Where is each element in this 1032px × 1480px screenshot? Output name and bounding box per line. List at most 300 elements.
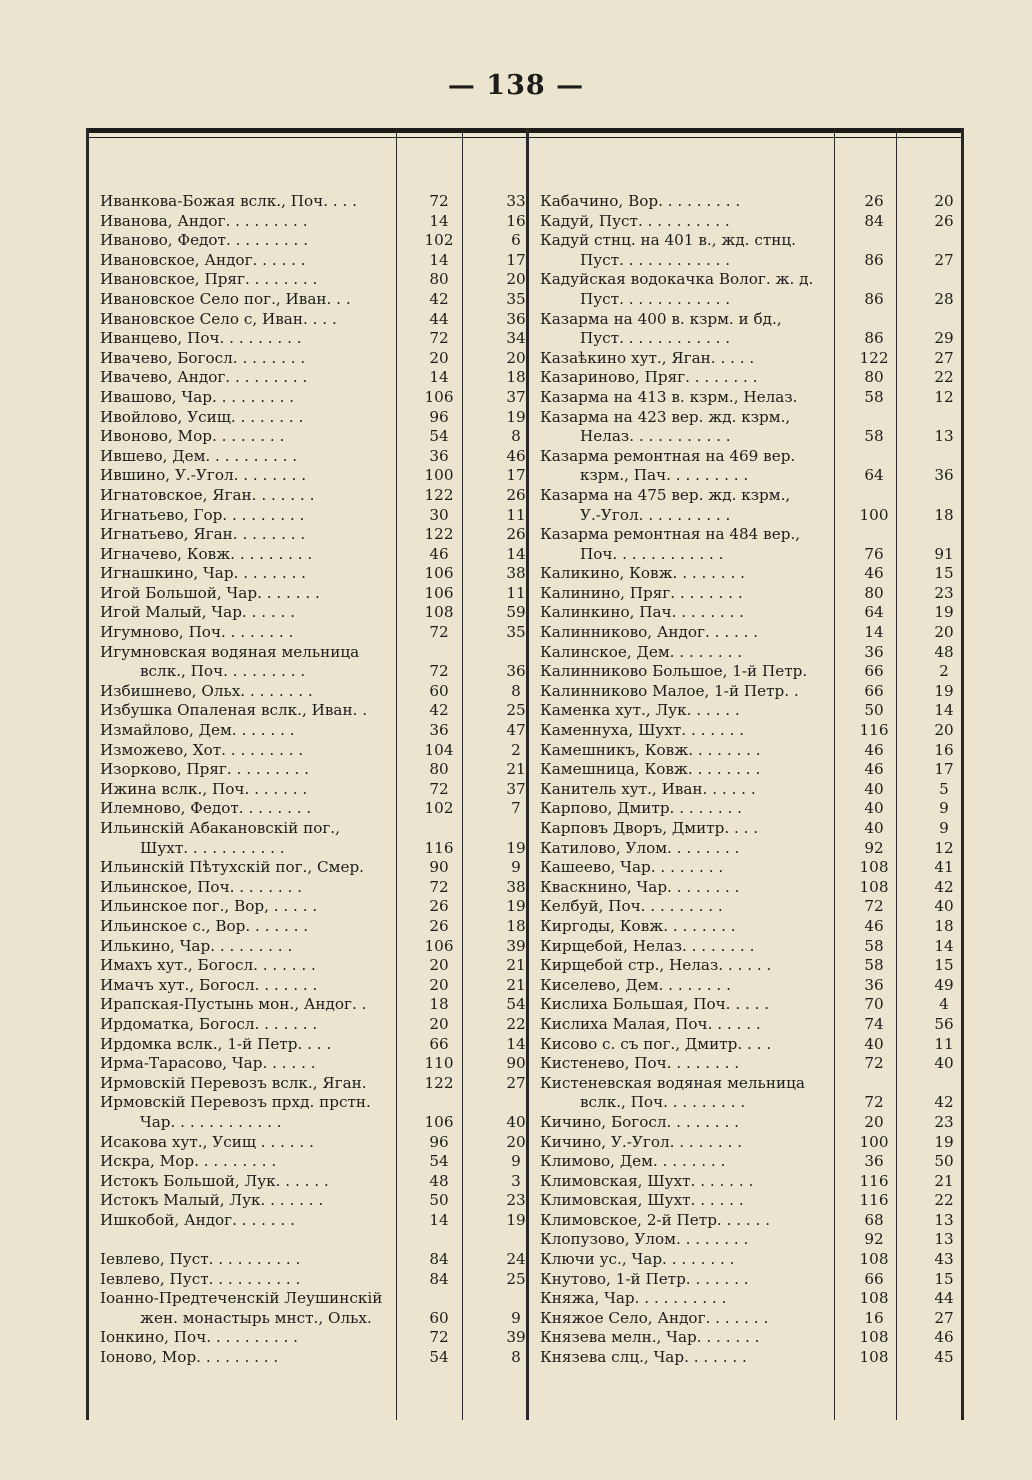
- page-ref: 20: [429, 348, 449, 367]
- place-name: Калинниково, Андог. . . . . .: [540, 623, 759, 642]
- page-ref: 36: [864, 975, 884, 994]
- place-name: Карповъ Дворъ, Дмитр. . . .: [540, 819, 759, 837]
- entry-number: 38: [506, 877, 526, 896]
- page-ref: 108: [424, 603, 454, 622]
- page-ref: 122: [424, 1073, 454, 1092]
- place-name: Ивоново, Мор. . . . . . . .: [100, 427, 285, 446]
- place-name: Кирщебой стр., Нелаз. . . . . .: [540, 956, 772, 975]
- place-name: Игнашкино, Чар. . . . . . . .: [100, 564, 306, 583]
- entry-number: 36: [934, 466, 954, 485]
- place-name: Княжое Село, Андог. . . . . . .: [540, 1308, 769, 1327]
- page-ref: 36: [864, 642, 884, 661]
- entry-number: 19: [934, 681, 954, 700]
- page-ref: 106: [424, 1112, 454, 1131]
- page-ref: 74: [864, 1014, 884, 1033]
- place-name: Калинское, Дем. . . . . . . .: [540, 642, 743, 661]
- page-ref: 26: [864, 192, 884, 210]
- place-name: Іоанно-Предтеченскій Леушинскій: [100, 1289, 383, 1308]
- place-name: Кваскнино, Чар. . . . . . . .: [540, 877, 740, 896]
- page-ref: 86: [864, 289, 884, 308]
- place-name: Казарма на 423 вер. жд. кзрм.,: [540, 407, 791, 426]
- place-name: Илькино, Чар. . . . . . . . .: [100, 936, 293, 955]
- page-ref: 116: [859, 1191, 889, 1210]
- place-name: Іевлево, Пуст. . . . . . . . . .: [100, 1269, 301, 1288]
- place-name: Пуст. . . . . . . . . . . .: [580, 329, 731, 348]
- entry-number: 21: [934, 1171, 954, 1190]
- page-ref: 66: [864, 1269, 884, 1288]
- page-ref: 106: [424, 387, 454, 406]
- place-name: Іевлево, Пуст. . . . . . . . . .: [100, 1250, 301, 1269]
- page-ref: 80: [429, 270, 449, 289]
- place-name: Изорково, Пряг. . . . . . . . .: [100, 760, 309, 779]
- place-name: Катилово, Улом. . . . . . . .: [540, 838, 740, 857]
- page-ref: 18: [429, 995, 449, 1014]
- page-ref: 108: [859, 877, 889, 896]
- entry-number: 48: [934, 642, 954, 661]
- page-ref: 86: [864, 250, 884, 269]
- entry-number: 90: [506, 1054, 526, 1073]
- page-ref: 84: [429, 1269, 449, 1288]
- entry-number: 26: [506, 525, 526, 544]
- entry-number: 54: [506, 995, 526, 1014]
- page-ref: 46: [864, 740, 884, 759]
- place-name: Ивачево, Богосл. . . . . . . .: [100, 348, 306, 367]
- place-name: Кисово с. съ пог., Дмитр. . . .: [540, 1034, 772, 1053]
- place-name: Казарма на 400 в. кзрм. и бд.,: [540, 309, 782, 328]
- place-name: Чар. . . . . . . . . . . .: [140, 1112, 282, 1131]
- page-ref: 72: [864, 1054, 884, 1073]
- entry-number: 20: [506, 348, 526, 367]
- entry-number: 24: [506, 1250, 526, 1269]
- entry-number: 44: [934, 1289, 954, 1308]
- entry-number: 20: [934, 623, 954, 642]
- place-name: Изможево, Хот. . . . . . . . .: [100, 740, 304, 759]
- page-ref: 102: [424, 231, 454, 250]
- entry-number: 19: [506, 1210, 526, 1229]
- page-ref: 72: [429, 1328, 449, 1347]
- page-ref: 36: [429, 446, 449, 465]
- page-ref: 60: [429, 681, 449, 700]
- place-name: Поч. . . . . . . . . . . .: [580, 544, 724, 563]
- page-ref: 14: [429, 1210, 449, 1229]
- page-ref: 90: [429, 858, 449, 877]
- entry-number: 36: [506, 309, 526, 328]
- page-ref: 16: [864, 1308, 884, 1327]
- entry-number: 45: [934, 1348, 954, 1367]
- page-ref: 80: [864, 583, 884, 602]
- page-number: — 138 —: [447, 70, 585, 101]
- place-name: Іонкино, Поч. . . . . . . . . .: [100, 1328, 298, 1347]
- place-name: Климовская, Шухт. . . . . .: [540, 1191, 744, 1210]
- page-ref: 26: [429, 916, 449, 935]
- place-name: Ильинское пог., Вор, . . . . .: [100, 897, 318, 916]
- entry-number: 18: [934, 505, 954, 524]
- entry-number: 11: [506, 505, 526, 524]
- place-name: Ивачево, Андог. . . . . . . . .: [100, 368, 308, 387]
- place-name: Ишкобой, Андог. . . . . . .: [100, 1210, 295, 1229]
- entry-number: 18: [934, 916, 954, 935]
- place-name: Ивановское Село с, Иван. . . .: [100, 309, 337, 328]
- place-name: жен. монастырь мнст., Ольх.: [140, 1308, 372, 1327]
- page-ref: 108: [859, 1328, 889, 1347]
- entry-number: 22: [934, 1191, 954, 1210]
- page-ref: 58: [864, 936, 884, 955]
- entry-number: 26: [934, 211, 954, 230]
- page-ref: 36: [864, 1152, 884, 1171]
- entry-number: 9: [511, 858, 521, 877]
- page-ref: 80: [864, 368, 884, 387]
- entry-number: 23: [506, 1191, 526, 1210]
- entry-number: 25: [506, 701, 526, 720]
- entry-number: 20: [506, 270, 526, 289]
- column-divider: [396, 128, 397, 1420]
- entry-number: 42: [934, 1093, 954, 1112]
- page-ref: 104: [424, 740, 454, 759]
- column-divider: [86, 128, 89, 1420]
- page-ref: 14: [864, 623, 884, 642]
- place-name: Казарма ремонтная на 484 вер.,: [540, 525, 801, 544]
- place-name: Игумновская водяная мельница: [100, 642, 360, 661]
- page-ref: 86: [864, 329, 884, 348]
- place-name: Ильинскій Пѣтухскій пог., Смер.: [100, 858, 365, 877]
- page-ref: 20: [429, 956, 449, 975]
- place-name: Кабачино, Вор. . . . . . . . .: [540, 192, 741, 210]
- place-name: Иванова, Андог. . . . . . . . .: [100, 211, 308, 230]
- entry-number: 18: [506, 916, 526, 935]
- entry-number: 59: [506, 603, 526, 622]
- entry-number: 38: [506, 564, 526, 583]
- entry-number: 22: [506, 1014, 526, 1033]
- page-ref: 106: [424, 583, 454, 602]
- page-ref: 96: [429, 1132, 449, 1151]
- page-ref: 46: [864, 916, 884, 935]
- page-ref: 46: [864, 564, 884, 583]
- page-ref: 64: [864, 603, 884, 622]
- place-name: Киргоды, Ковж. . . . . . . .: [540, 916, 736, 935]
- page-ref: 72: [429, 192, 449, 210]
- page-ref: 64: [864, 466, 884, 485]
- place-name: Кичино, У.-Угол. . . . . . . .: [540, 1132, 743, 1151]
- place-name: Истокъ Большой, Лук. . . . . .: [100, 1171, 329, 1190]
- page-ref: 72: [429, 877, 449, 896]
- place-name: кзрм., Пач. . . . . . . . .: [580, 466, 749, 485]
- page-ref: 100: [424, 466, 454, 485]
- entry-number: 50: [934, 1152, 954, 1171]
- entry-number: 11: [506, 583, 526, 602]
- page-ref: 58: [864, 956, 884, 975]
- place-name: Кирщебой, Нелаз. . . . . . . .: [540, 936, 755, 955]
- entry-number: 39: [506, 1328, 526, 1347]
- entry-number: 8: [511, 681, 521, 700]
- place-name: Кнутово, 1-й Петр. . . . . . .: [540, 1269, 749, 1288]
- entry-number: 17: [506, 250, 526, 269]
- entry-number: 14: [934, 936, 954, 955]
- page-ref: 72: [864, 1093, 884, 1112]
- place-name: Иванцево, Поч. . . . . . . . .: [100, 329, 302, 348]
- place-name: Игумново, Поч. . . . . . . .: [100, 623, 294, 642]
- place-name: Игначево, Ковж. . . . . . . . .: [100, 544, 313, 563]
- place-name: Казариново, Пряг. . . . . . . .: [540, 368, 758, 387]
- entry-number: 12: [934, 387, 954, 406]
- page-ref: 54: [429, 1348, 449, 1367]
- place-name: Ившево, Дем. . . . . . . . . .: [100, 446, 298, 465]
- place-name: Игой Большой, Чар. . . . . . .: [100, 583, 320, 602]
- place-name: Климовское, 2-й Петр. . . . . .: [540, 1210, 771, 1229]
- entry-number: 33: [506, 192, 526, 210]
- place-name: Кичино, Богосл. . . . . . . .: [540, 1112, 739, 1131]
- place-name: Кадуй стнц. на 401 в., жд. стнц.: [540, 231, 796, 250]
- page-ref: 122: [859, 348, 889, 367]
- page-ref: 116: [424, 838, 454, 857]
- place-name: Ильинскій Абакановскій пог.,: [100, 819, 340, 837]
- entry-number: 39: [506, 936, 526, 955]
- page-ref: 14: [429, 368, 449, 387]
- page-ref: 96: [429, 407, 449, 426]
- place-name: Казарма на 413 в. кзрм., Нелаз.: [540, 387, 798, 406]
- place-name: Кистенево, Поч. . . . . . . .: [540, 1054, 740, 1073]
- place-name: Ивашово, Чар. . . . . . . . .: [100, 387, 295, 406]
- place-name: Карпово, Дмитр. . . . . . . .: [540, 799, 742, 818]
- entry-number: 21: [506, 956, 526, 975]
- entry-number: 15: [934, 1269, 954, 1288]
- entry-number: 34: [506, 329, 526, 348]
- place-name: Кадуй, Пуст. . . . . . . . . .: [540, 211, 730, 230]
- place-name: Каменка хут., Лук. . . . . .: [540, 701, 740, 720]
- place-name: Кислиха Большая, Поч. . . . .: [540, 995, 770, 1014]
- entry-number: 27: [506, 1073, 526, 1092]
- place-name: Ирмовскій Перевозъ прхд. прстн.: [100, 1093, 371, 1112]
- place-name: Киселево, Дем. . . . . . . .: [540, 975, 731, 994]
- entry-number: 12: [934, 838, 954, 857]
- place-name: Избушка Опаленая вслк., Иван. .: [100, 701, 368, 720]
- entry-number: 26: [506, 485, 526, 504]
- place-name: Князева мелн., Чар. . . . . . .: [540, 1328, 760, 1347]
- page-ref: 44: [429, 309, 449, 328]
- place-name: Имачъ хут., Богосл. . . . . . .: [100, 975, 318, 994]
- place-name: Канитель хут., Иван. . . . . .: [540, 779, 756, 798]
- entry-number: 40: [506, 1112, 526, 1131]
- entry-number: 27: [934, 1308, 954, 1327]
- page-ref: 58: [864, 427, 884, 446]
- place-name: Камешница, Ковж. . . . . . . .: [540, 760, 761, 779]
- place-name: Пуст. . . . . . . . . . . .: [580, 289, 731, 308]
- entry-number: 37: [506, 779, 526, 798]
- entry-number: 21: [506, 760, 526, 779]
- page-ref: 108: [859, 1348, 889, 1367]
- page-ref: 116: [859, 1171, 889, 1190]
- entry-number: 8: [511, 1348, 521, 1367]
- place-name: Иваново, Федот. . . . . . . . .: [100, 231, 309, 250]
- entry-number: 35: [506, 623, 526, 642]
- page-ref: 66: [429, 1034, 449, 1053]
- page-ref: 102: [424, 799, 454, 818]
- entry-number: 11: [934, 1034, 954, 1053]
- entry-number: 56: [934, 1014, 954, 1033]
- entry-number: 27: [934, 250, 954, 269]
- place-name: вслк., Поч. . . . . . . . .: [580, 1093, 746, 1112]
- page-ref: 76: [864, 544, 884, 563]
- place-name: Ирдомка вслк., 1-й Петр. . . .: [100, 1034, 332, 1053]
- page-ref: 54: [429, 1152, 449, 1171]
- entry-number: 46: [506, 446, 526, 465]
- entry-number: 16: [506, 211, 526, 230]
- place-name: Имахъ хут., Богосл. . . . . . .: [100, 956, 316, 975]
- page-ref: 66: [864, 681, 884, 700]
- entry-number: 22: [934, 368, 954, 387]
- place-name: Казарма ремонтная на 469 вер.: [540, 446, 796, 465]
- page-ref: 92: [864, 838, 884, 857]
- page-ref: 20: [864, 1112, 884, 1131]
- entry-number: 2: [939, 662, 949, 681]
- place-name: Ившино, У.-Угол. . . . . . . .: [100, 466, 307, 485]
- page-ref: 50: [864, 701, 884, 720]
- place-name: Ивановское, Андог. . . . . .: [100, 250, 306, 269]
- place-name: Исакова хут., Усищ . . . . . .: [100, 1132, 314, 1151]
- place-name: Княжа, Чар. . . . . . . . . .: [540, 1289, 727, 1308]
- page-ref: 26: [429, 897, 449, 916]
- page-ref: 46: [864, 760, 884, 779]
- entry-number: 37: [506, 387, 526, 406]
- entry-number: 16: [934, 740, 954, 759]
- place-name: Ивойлово, Усищ. . . . . . . .: [100, 407, 304, 426]
- entry-number: 20: [934, 721, 954, 740]
- entry-number: 9: [939, 799, 949, 818]
- page-ref: 72: [429, 623, 449, 642]
- page-ref: 20: [429, 1014, 449, 1033]
- page-ref: 54: [429, 427, 449, 446]
- page-ref: 80: [429, 760, 449, 779]
- place-name: Климово, Дем. . . . . . . .: [540, 1152, 726, 1171]
- place-name: Илемново, Федот. . . . . . . .: [100, 799, 312, 818]
- place-name: Игнатовское, Яган. . . . . . .: [100, 485, 315, 504]
- page-ref: 92: [864, 1230, 884, 1249]
- place-name: Ирмовскій Перевозъ вслк., Яган.: [100, 1073, 367, 1092]
- entry-number: 7: [511, 799, 521, 818]
- page-ref: 72: [429, 662, 449, 681]
- entry-number: 13: [934, 427, 954, 446]
- place-name: Ивановское, Пряг. . . . . . . .: [100, 270, 318, 289]
- page-ref: 108: [859, 1250, 889, 1269]
- page-ref: 46: [429, 544, 449, 563]
- page-ref: 66: [864, 662, 884, 681]
- page-ref: 30: [429, 505, 449, 524]
- entry-number: 49: [934, 975, 954, 994]
- entry-number: 91: [934, 544, 954, 563]
- place-name: Іоново, Мор. . . . . . . . .: [100, 1348, 279, 1367]
- entry-number: 6: [511, 231, 521, 250]
- place-name: Каменнуха, Шухт. . . . . . .: [540, 721, 745, 740]
- page-ref: 36: [429, 721, 449, 740]
- place-name: Измайлово, Дем. . . . . . .: [100, 721, 295, 740]
- place-name: Ирапская-Пустынь мон., Андог. .: [100, 995, 367, 1014]
- entry-number: 20: [506, 1132, 526, 1151]
- entry-number: 42: [934, 877, 954, 896]
- entry-number: 17: [934, 760, 954, 779]
- place-name: Климовская, Шухт. . . . . . .: [540, 1171, 754, 1190]
- place-name: Игнатьево, Гор. . . . . . . . .: [100, 505, 305, 524]
- page-ref: 60: [429, 1308, 449, 1327]
- place-name: Кадуйская водокачка Волог. ж. д.: [540, 270, 814, 289]
- entry-number: 46: [934, 1328, 954, 1347]
- place-name: Ирдоматка, Богосл. . . . . . .: [100, 1014, 318, 1033]
- place-name: Кашеево, Чар. . . . . . . .: [540, 858, 724, 877]
- page-ref: 48: [429, 1171, 449, 1190]
- page-ref: 40: [864, 779, 884, 798]
- page-ref: 84: [864, 211, 884, 230]
- place-name: Игой Малый, Чар. . . . . .: [100, 603, 296, 622]
- page-ref: 50: [429, 1191, 449, 1210]
- place-name: Искра, Мор. . . . . . . . .: [100, 1152, 277, 1171]
- page-ref: 40: [864, 819, 884, 837]
- entry-number: 19: [506, 897, 526, 916]
- place-name: Казаѣкино хут., Яган. . . . .: [540, 348, 755, 367]
- entry-number: 23: [934, 1112, 954, 1131]
- page-ref: 110: [424, 1054, 454, 1073]
- place-name: Игнатьево, Яган. . . . . . . .: [100, 525, 306, 544]
- entry-number: 2: [511, 740, 521, 759]
- entry-number: 9: [511, 1308, 521, 1327]
- page-ref: 84: [429, 1250, 449, 1269]
- place-name: Калинниково Малое, 1-й Петр. .: [540, 681, 799, 700]
- place-name: Калинино, Пряг. . . . . . . .: [540, 583, 743, 602]
- place-name: Кислиха Малая, Поч. . . . . .: [540, 1014, 761, 1033]
- entry-number: 19: [506, 407, 526, 426]
- page-ref: 106: [424, 936, 454, 955]
- top-rule: [86, 128, 964, 133]
- page-ref: 122: [424, 485, 454, 504]
- page-ref: 14: [429, 250, 449, 269]
- entry-number: 9: [511, 1152, 521, 1171]
- page-ref: 42: [429, 289, 449, 308]
- page-ref: 100: [859, 1132, 889, 1151]
- page-ref: 106: [424, 564, 454, 583]
- entry-number: 13: [934, 1230, 954, 1249]
- entry-number: 43: [934, 1250, 954, 1269]
- page-ref: 70: [864, 995, 884, 1014]
- place-name: вслк., Поч. . . . . . . . .: [140, 662, 306, 681]
- place-name: Избишнево, Ольх. . . . . . . .: [100, 681, 313, 700]
- entry-number: 21: [506, 975, 526, 994]
- page-ref: 40: [864, 1034, 884, 1053]
- place-name: Кистеневская водяная мельница: [540, 1073, 805, 1092]
- entry-number: 23: [934, 583, 954, 602]
- entry-number: 28: [934, 289, 954, 308]
- page-ref: 68: [864, 1210, 884, 1229]
- place-name: Калинниково Большое, 1-й Петр.: [540, 662, 808, 681]
- entry-number: 19: [934, 603, 954, 622]
- place-name: Ирма-Тарасово, Чар. . . . . .: [100, 1054, 316, 1073]
- place-name: Ильинское, Поч. . . . . . . .: [100, 877, 303, 896]
- place-name: Иванкова-Божая вслк., Поч. . . .: [100, 192, 357, 210]
- place-name: Калинкино, Пач. . . . . . . .: [540, 603, 744, 622]
- entry-number: 25: [506, 1269, 526, 1288]
- place-name: Казарма на 475 вер. жд. кзрм.,: [540, 485, 791, 504]
- page-ref: 108: [859, 858, 889, 877]
- page-ref: 40: [864, 799, 884, 818]
- place-name: Клопузово, Улом. . . . . . . .: [540, 1230, 749, 1249]
- page-ref: 100: [859, 505, 889, 524]
- entry-number: 17: [506, 466, 526, 485]
- page-ref: 20: [429, 975, 449, 994]
- entry-number: 40: [934, 897, 954, 916]
- place-name: Ключи ус., Чар. . . . . . . .: [540, 1250, 735, 1269]
- place-name: Пуст. . . . . . . . . . . .: [580, 250, 731, 269]
- place-name: Шухт. . . . . . . . . . .: [140, 838, 285, 857]
- place-name: Ивановское Село пог., Иван. . .: [100, 289, 351, 308]
- entry-number: 8: [511, 427, 521, 446]
- entry-number: 36: [506, 662, 526, 681]
- page-ref: 122: [424, 525, 454, 544]
